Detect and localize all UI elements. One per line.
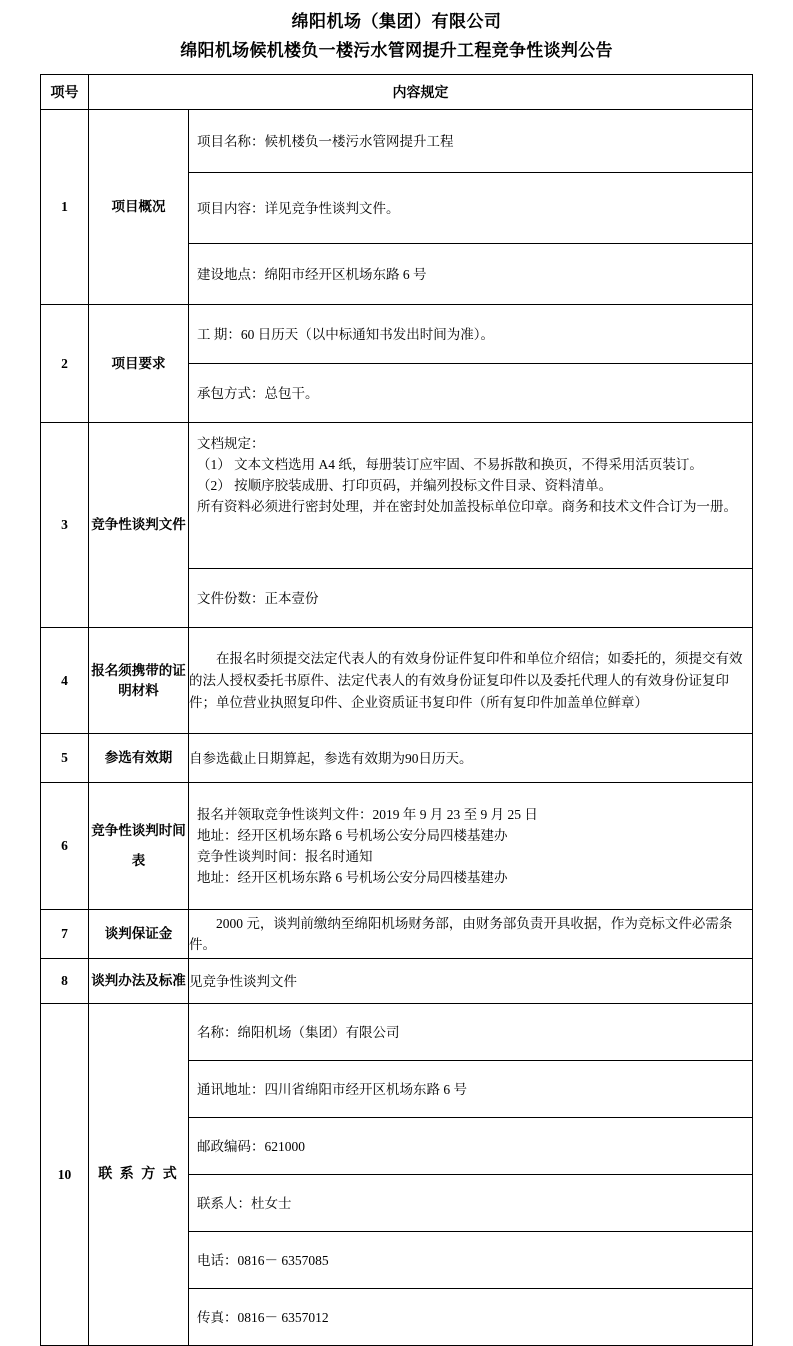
row-num: 2 <box>41 305 89 423</box>
table-row <box>41 305 753 423</box>
row-item: 谈判保证金 <box>89 910 189 959</box>
row-content <box>189 110 753 305</box>
row-num: 8 <box>41 959 89 1004</box>
content-line: 地址：经开区机场东路 6 号机场公安分局四楼基建办 <box>197 870 508 885</box>
content-line: 传真：0816－ 6357012 <box>197 1309 329 1325</box>
content-line: 地址：经开区机场东路 6 号机场公安分局四楼基建办 <box>197 828 508 843</box>
content-line: （2） 按顺序胶装成册、打印页码，并编列投标文件目录、资料清单。 <box>197 478 613 493</box>
header-num: 项号 <box>41 75 89 110</box>
content-line: 通讯地址：四川省绵阳市经开区机场东路 6 号 <box>189 1061 752 1118</box>
row-item: 项目概况 <box>89 110 189 305</box>
row-item: 项目要求 <box>89 305 189 423</box>
row-num: 7 <box>41 910 89 959</box>
content-line: 邮政编码：621000 <box>189 1118 752 1175</box>
row-content: 在报名时须提交法定代表人的有效身份证件复印件和单位介绍信；如委托的，须提交有效的法人授权委托书原件、法定代表人的有效身份证复印件以及委托代理人的有效身份证复印件；单位营业执照复印件、企业资质证书复印件（所有复印件加盖单位鲜章） <box>189 628 753 734</box>
header-content: 内容规定 <box>89 75 753 110</box>
row-item: 谈判办法及标准 <box>89 959 189 1004</box>
content-line: 报名并领取竞争性谈判文件：2019 年 9 月 23 至 9 月 25 日 <box>197 807 538 822</box>
row-item: 竞争性谈判时间表 <box>89 783 189 910</box>
table-header-row <box>41 75 753 110</box>
row-num: 10 <box>41 1004 89 1346</box>
table-row <box>41 423 753 628</box>
content-line: 电话：0816－ 6357085 <box>189 1232 752 1289</box>
content-line: 文档规定： <box>197 436 265 451</box>
row-item: 参选有效期 <box>89 734 189 783</box>
table-row <box>41 110 753 305</box>
content-line: 项目内容：详见竞争性谈判文件。 <box>189 173 752 244</box>
row-num: 4 <box>41 628 89 734</box>
row-content: 见竞争性谈判文件 <box>189 959 753 1004</box>
content-line: 名称：绵阳机场（集团）有限公司 <box>189 1004 752 1061</box>
table-row <box>41 628 753 734</box>
content-line: 所有资料必须进行密封处理，并在密封处加盖投标单位印章。商务和技术文件合订为一册。 <box>197 499 737 514</box>
page-subtitle: 绵阳机场候机楼负一楼污水管网提升工程竞争性谈判公告 <box>180 41 613 60</box>
row-content <box>189 305 753 423</box>
table-row <box>41 783 753 910</box>
content-line: 工 期：60 日历天（以中标通知书发出时间为准）。 <box>189 305 752 364</box>
content-line: （1） 文本文档选用 A4 纸，每册装订应牢固、不易拆散和换页，不得采用活页装订。 <box>197 457 703 472</box>
row-num: 6 <box>41 783 89 910</box>
content-line: 文件份数：正本壹份 <box>197 590 319 606</box>
table-row <box>41 1004 753 1346</box>
content-line: 建设地点：绵阳市经开区机场东路 6 号 <box>197 266 427 282</box>
content-line: 项目名称：候机楼负一楼污水管网提升工程 <box>189 110 752 173</box>
announcement-table <box>40 74 753 1346</box>
row-num: 5 <box>41 734 89 783</box>
content-line: 承包方式：总包干。 <box>197 385 319 401</box>
table-row <box>41 734 753 783</box>
table-row <box>41 959 753 1004</box>
table-row <box>41 910 753 959</box>
content-line: 联系人：杜女士 <box>189 1175 752 1232</box>
row-content: 自参选截止日期算起，参选有效期为90日历天。 <box>189 734 753 783</box>
row-num: 1 <box>41 110 89 305</box>
content-line: 竞争性谈判时间：报名时通知 <box>197 849 373 864</box>
row-num: 3 <box>41 423 89 628</box>
row-item: 竞争性谈判文件 <box>89 423 189 628</box>
row-item: 联 系 方 式 <box>89 1004 189 1346</box>
row-item: 报名须携带的证明材料 <box>89 628 189 734</box>
content-block <box>189 423 752 569</box>
row-content <box>189 1004 753 1346</box>
row-content: 2000 元，谈判前缴纳至绵阳机场财务部，由财务部负责开具收据，作为竞标文件必需条件。 <box>189 910 753 959</box>
row-content <box>189 423 753 628</box>
page-title: 绵阳机场（集团）有限公司 <box>291 12 502 31</box>
row-content <box>189 783 753 910</box>
